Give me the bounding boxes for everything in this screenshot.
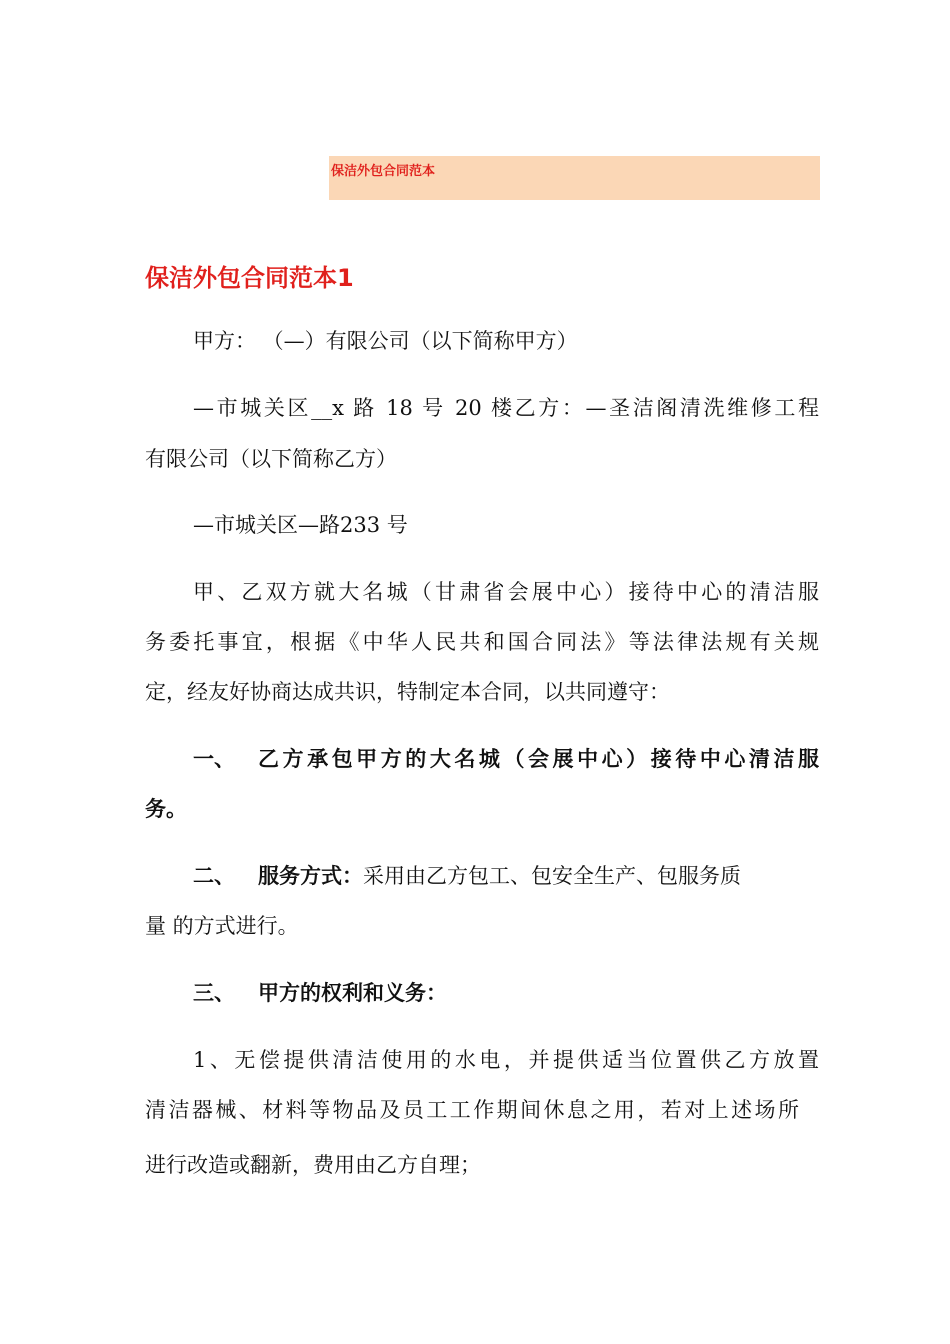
section-2-lead: 服务方式： [258,864,363,888]
section-1-number: 一、 [193,747,235,771]
document-title: 保洁外包合同范本1 [145,264,354,292]
section-3-body: 甲方的权利和义务： [258,981,447,1005]
party-b-name-line: 有限公司（以下简称乙方） [145,447,397,471]
party-a-address-line: —市城关区__x 路 18 号 20 楼乙方：—圣洁阁清洗维修工程 [193,396,819,420]
party-a-line: 甲方： （—）有限公司（以下简称甲方） [193,329,578,353]
clause-1-line-2: 清洁器械、材料等物品及员工工作期间休息之用，若对上述场所 [145,1098,799,1122]
section-2-body [258,866,741,887]
preamble-line-2: 务委托事宜，根据《中华人民共和国合同法》等法律法规有关规 [145,630,819,654]
party-b-address-line: —市城关区—路233 号 [193,513,408,537]
section-2-text: 采用由乙方包工、包安全生产、包服务质 [363,864,741,888]
clause-1-line-1: 1、无偿提供清洁使用的水电，并提供适当位置供乙方放置 [193,1048,819,1072]
section-2-number: 二、 [193,864,235,888]
header-banner [329,156,820,200]
preamble-line-3: 定，经友好协商达成共识，特制定本合同，以共同遵守： [145,680,670,704]
section-2-body-cont: 量 的方式进行。 [145,914,299,938]
section-3-number: 三、 [193,981,235,1005]
section-1-body-cont: 务。 [145,797,187,821]
section-1-body: 乙方承包甲方的大名城（会展中心）接待中心清洁服 [258,747,819,771]
preamble-line-1: 甲、乙双方就大名城（甘肃省会展中心）接待中心的清洁服 [193,580,819,604]
header-banner-text: 保洁外包合同范本 [331,164,436,179]
clause-1-line-3: 进行改造或翻新，费用由乙方自理； [145,1153,481,1177]
